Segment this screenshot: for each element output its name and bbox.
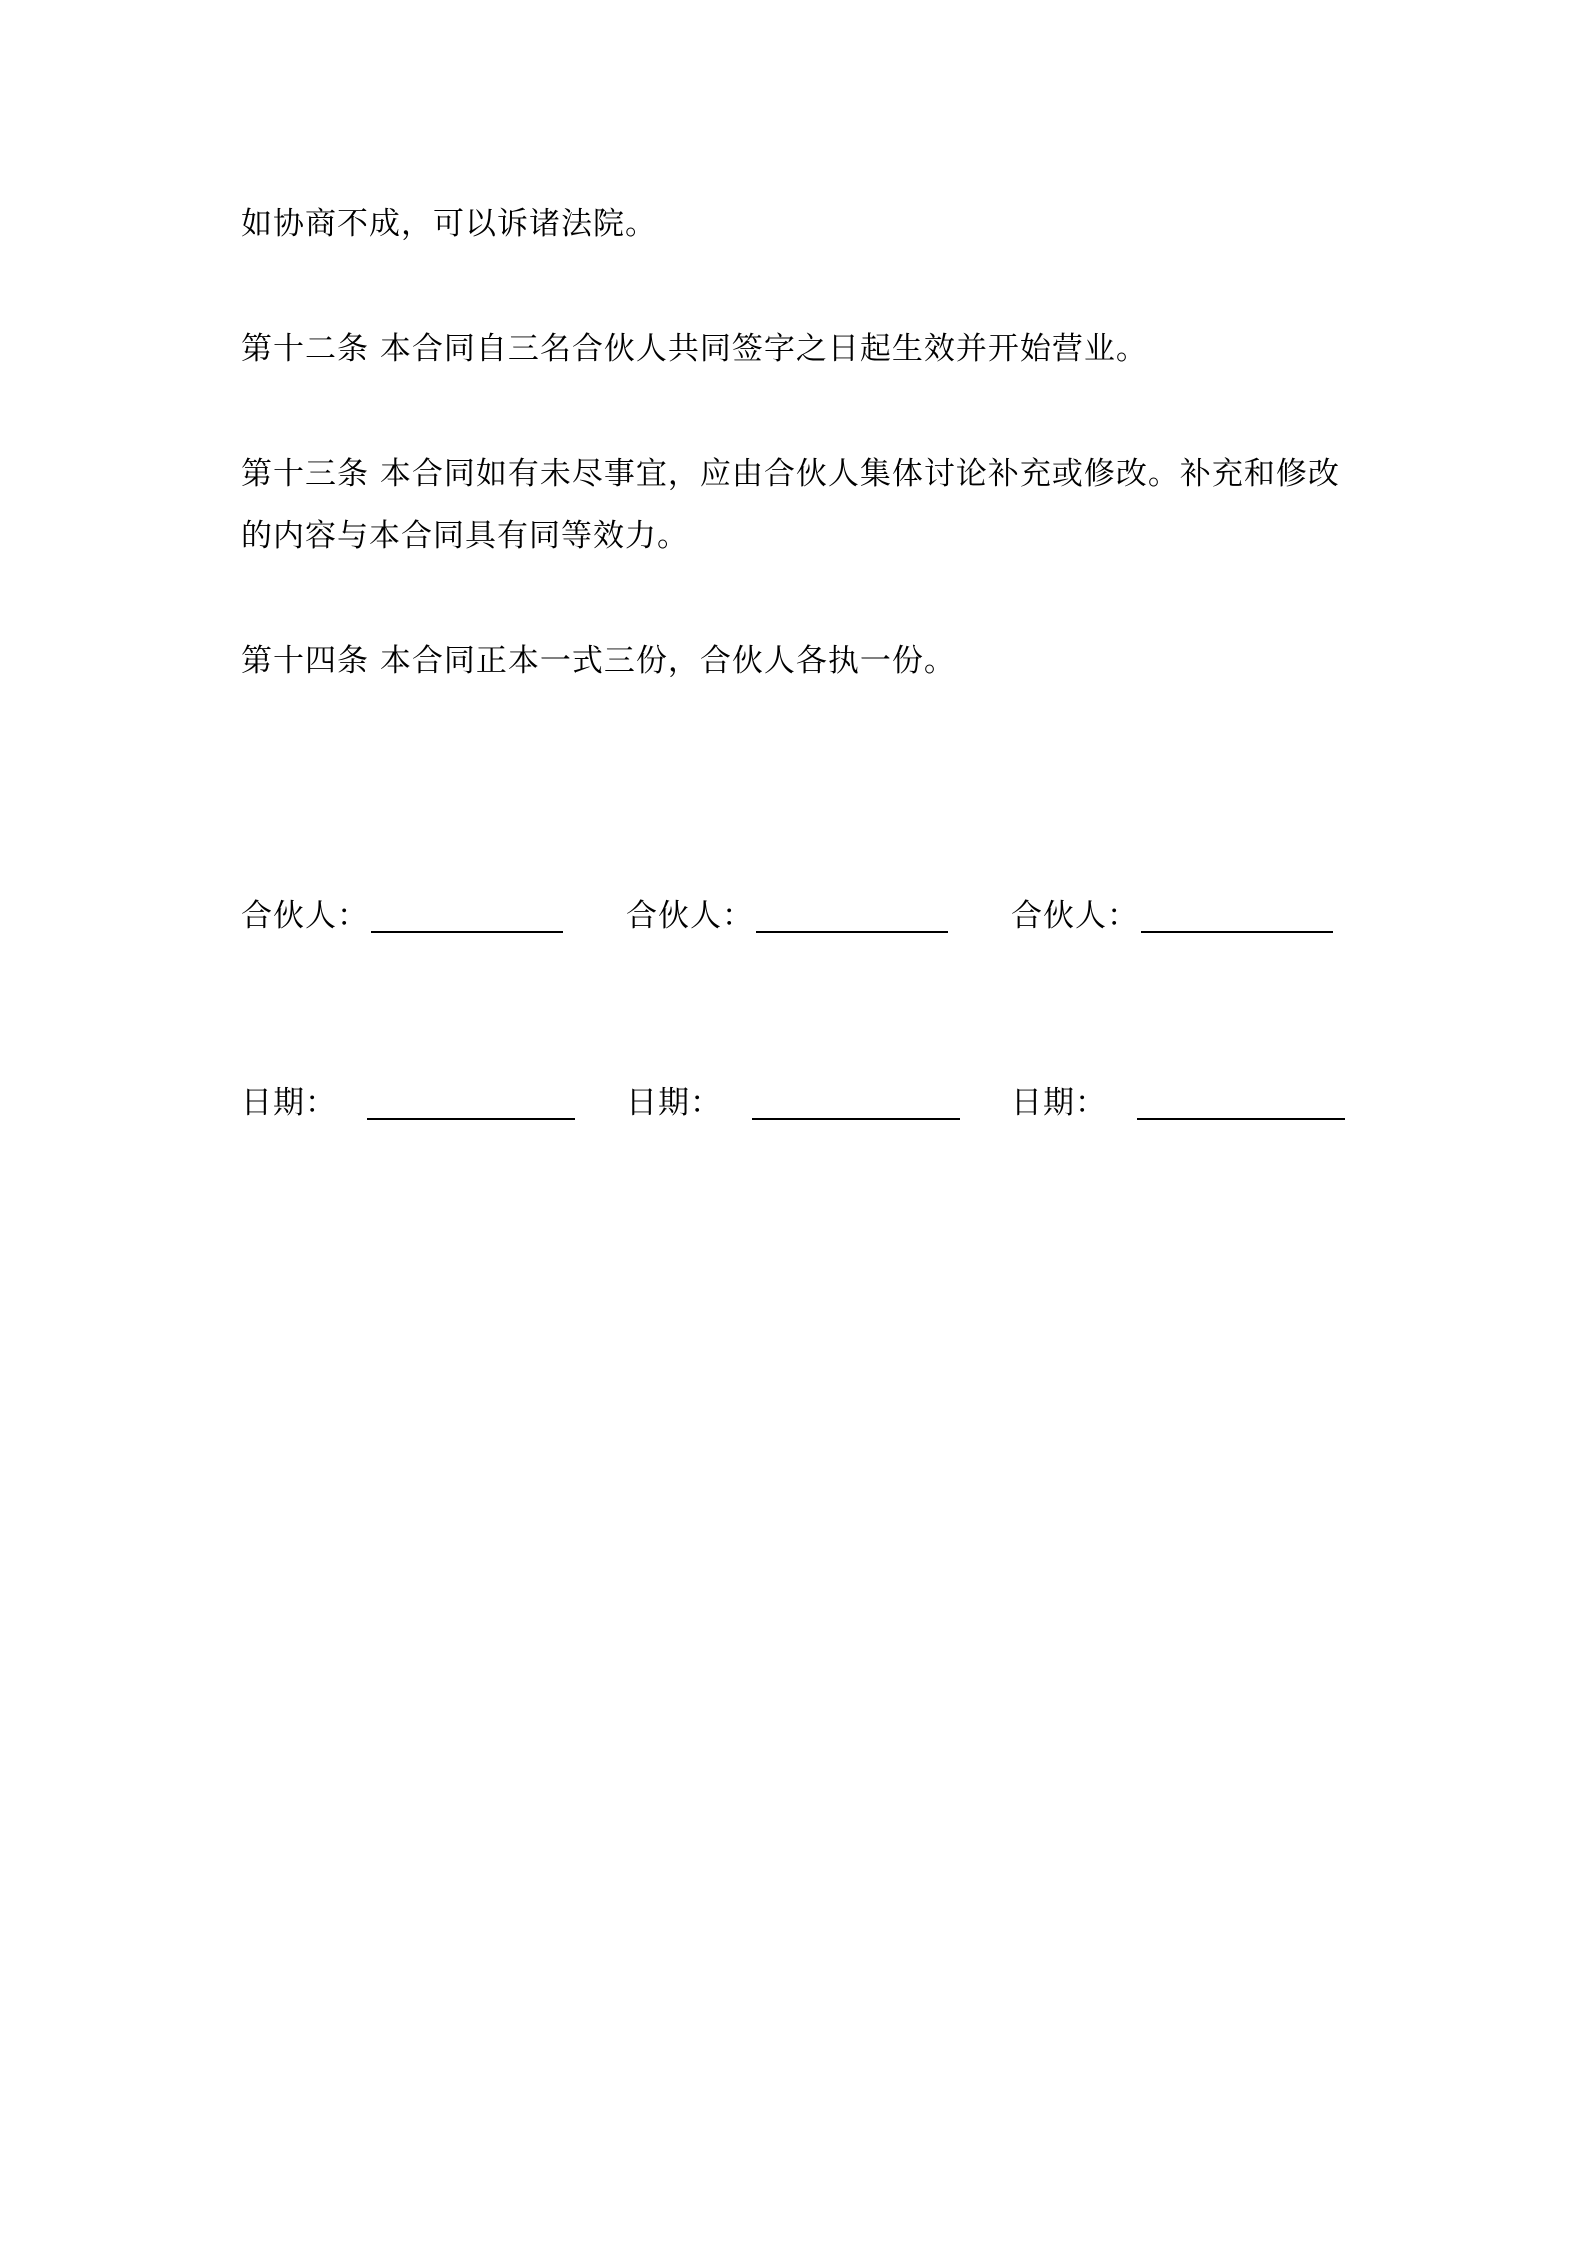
clause-14: 第十四条 本合同正本一式三份，合伙人各执一份。 <box>241 643 956 679</box>
date-label: 日期： <box>626 1085 722 1121</box>
clause-13: 第十三条 本合同如有未尽事宜，应由合伙人集体讨论补充或修改。补充和修改的内容与本合同具有同等效力。 <box>241 456 1340 554</box>
date-line <box>367 1080 575 1120</box>
date-field-2 <box>626 1073 960 1123</box>
date-line <box>1137 1080 1345 1120</box>
date-signature-row <box>241 1073 1361 1123</box>
partner-signature-row <box>241 886 1361 936</box>
partner-signature-line <box>1141 893 1333 933</box>
partner-label: 合伙人： <box>1011 898 1139 934</box>
clause-continuation: 如协商不成，可以诉诸法院。 <box>241 206 657 242</box>
date-label: 日期： <box>1011 1085 1107 1121</box>
partner-signature-line <box>371 893 563 933</box>
partner-signature-3 <box>1011 886 1333 936</box>
date-field-3 <box>1011 1073 1345 1123</box>
date-line <box>752 1080 960 1120</box>
partner-label: 合伙人： <box>241 898 369 934</box>
clause-12: 第十二条 本合同自三名合伙人共同签字之日起生效并开始营业。 <box>241 331 1148 367</box>
partner-signature-line <box>756 893 948 933</box>
partner-signature-1 <box>241 886 563 936</box>
partner-signature-2 <box>626 886 948 936</box>
partner-label: 合伙人： <box>626 898 754 934</box>
date-label: 日期： <box>241 1085 337 1121</box>
date-field-1 <box>241 1073 575 1123</box>
